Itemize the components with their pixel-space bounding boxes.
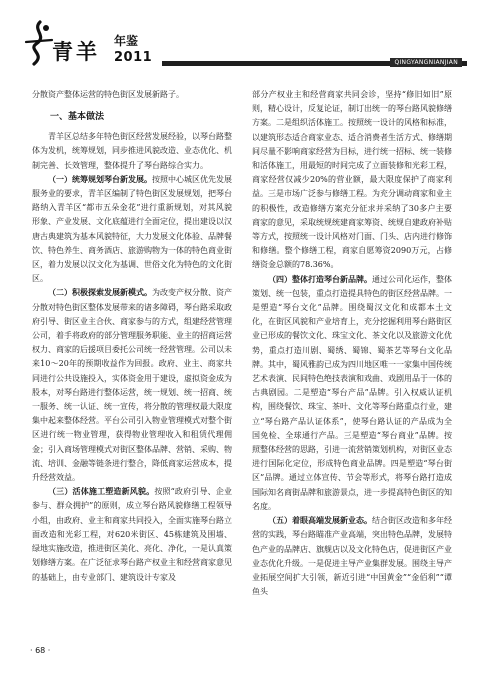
left-column <box>32 88 232 648</box>
paragraph: 青羊区总结多年特色街区经营发展经验，以琴台路整体为发机，统筹规划，同步推进风貌改造、业态优化、机制完善、长效管理，整体提升了琴台路综合实力。 <box>32 132 232 170</box>
section-heading: 一、基本做法 <box>50 112 105 123</box>
paragraph <box>252 514 452 599</box>
year-label: 年鉴 <box>114 34 139 48</box>
subsection-heading: （一）统筹规划琴台新发展。 <box>48 174 152 184</box>
logo-char-yang: 羊 <box>76 39 97 64</box>
logo-char-qing: 青 <box>52 39 73 64</box>
year-number: 2011 <box>114 50 153 65</box>
paragraph: 分散资产整体运营的特色街区发展新路子。 <box>32 90 184 99</box>
header-tag: QINGYANGNIANJIAN <box>390 58 462 67</box>
subsection-heading: （四）整体打造琴台新品牌。 <box>268 274 372 284</box>
article-body <box>32 88 452 648</box>
paragraph-text: 按照中心城区优先发展服务业的要求，青羊区编制了特色街区发展规划，把琴台路纳入青羊区“都市五朵金花”进行重新规划，对其风貌形象、产业发展、文化底蕴进行全面定位，提出建设以汉唐古典建筑为基本风貌特征，大力发展文化体验、品牌餐饮、特色养生、商务酒店、旅游购物为一体的特色商业街区，着力发展以汉文化为基调、世俗文化为特色的文化街区。 <box>32 174 232 284</box>
page-header <box>12 14 468 78</box>
paragraph <box>32 286 232 485</box>
paragraph-text: 通过公司化运作，整体策划、统一包装，重点打造提具特色的街区经营品牌。一是塑造“琴台文化”品牌。围绕蜀汉文化和成都本土文化，在街区风貌和产业培育上，充分挖掘利用琴台路街区业已形成的餐饮文化、珠宝文化、茶文化以及旅游文化优势，重点打造川剧、蜀绣、蜀锦、蜀茶艺等琴台文化品牌。其中，蜀风雅韵已成为四川地区唯一一家集中国传统艺术表演、民间特色绝技表演和戏曲、戏剧用品于一体的古典剧园。二是塑造“琴台产品”品牌。引入权威认证机构，围绕餐饮、珠宝、茶叶、文化等琴台路重点行业，建立“琴台路产品认证体系”，使琴台路认证的产品成为全国免检、全球通行产品。三是塑造“琴台商业”品牌。按照整体经营的思路，引进一流营销策划机构，对街区业态进行国际化定位，形成特色商业品牌。四是塑造“琴台街区”品牌。通过立体宣传、节会等形式，将琴台路打造成国际知名商街品牌和旅游景点，进一步提高特色街区的知名度。 <box>252 274 452 511</box>
paragraph-text: 为改变产权分散、资产分散对特色街区整体发展带来的诸多障碍，琴台路采取政府引导、街区业主合伙、商家参与的方式，组建经营管理公司，着手将政府的部分管理服务职能、业主的招商运营权力、商家的后援项目委托公司统一经营管理。公司以未来10～20年的预期收益作为回报。政府、业主、商家共同进行公共设施投入，实体资金用于建设，虚拟资金成为股本，对琴台路进行整体运营，统一规划、统一招商、统一服务、统一认证、统一宣传，将分散的管理权最大限度集中起来整体经营。平台公司引入物业管理模式对整个街区进行统一物业管理，获得物业管理收入和租赁代理佣金；引入商场管理模式对街区整体品牌、营销、采购、物流、培训、金融等链条进行整合，降低商家运营成本，提升经营效益。 <box>32 288 232 483</box>
paragraph <box>32 485 232 584</box>
subsection-heading: （三）活体施工塑造新风貌。 <box>48 487 155 497</box>
paragraph-text: 按照“政府引导、企业参与、群众拥护”的原则，成立琴台路风貌修缮工程领导小组，由政府、业主和商家共同投入，全面实施琴台路立面改造和光彩工程，对620米街区、45栋建筑及围墙、绿地实施改造，推进街区美化、亮化、净化，一是认真策划修缮方案。在广泛征求琴台路产权业主和经营商家意见的基础上，由专业部门、建筑设计专家及 <box>32 487 232 582</box>
right-column <box>252 88 452 648</box>
paragraph-text: 结合街区改造和多年经营的实践，琴台路瞄准产业高端，突出特色品牌，发展特色产业的品牌店、旗舰店以及文化特色店，促进街区产业业态优化升级。一是促进主导产业集群发展。围绕主导产业拓展空间扩大引领，新近引进“中国黄金”“金佰利”“谭鱼头 <box>252 516 452 597</box>
yearbook-logo <box>22 18 162 74</box>
paragraph <box>252 273 452 514</box>
paragraph: 部分产权业主和经营商家共同会诊，坚持“修旧如旧”原则，精心设计，反复论证，制订出统一的琴台路风貌修缮方案。二是组织活体施工。按照统一设计的风格和标准，以建筑形态适合商家业态、适合消费者生活方式、修缮期间尽量不影响商家经营为目标，进行统一招标、统一装修和活体施工，用最短的时间完成了立面装修和光彩工程，商家经营仅减少20%的营业额，最大限度保护了商家利益。三是市场广泛参与修缮工程。为充分调动商家和业主的积极性，改造修缮方案充分征求并采纳了30多户主要商家的意见，采取统规统建商家筹资、统规自建政府补贴等方式，按照统一设计风格对门面、门头、店内进行修饰和修缮。整个修缮工程，商家自愿筹资2090万元，占修缮资金总额的78.36%。 <box>252 90 452 270</box>
subsection-heading: （二）积极探索发展新模式。 <box>48 288 152 298</box>
page-number: · 68 · <box>30 646 51 655</box>
paragraph <box>32 173 232 287</box>
subsection-heading: （五）着眼高端发展新业态。 <box>268 516 372 526</box>
